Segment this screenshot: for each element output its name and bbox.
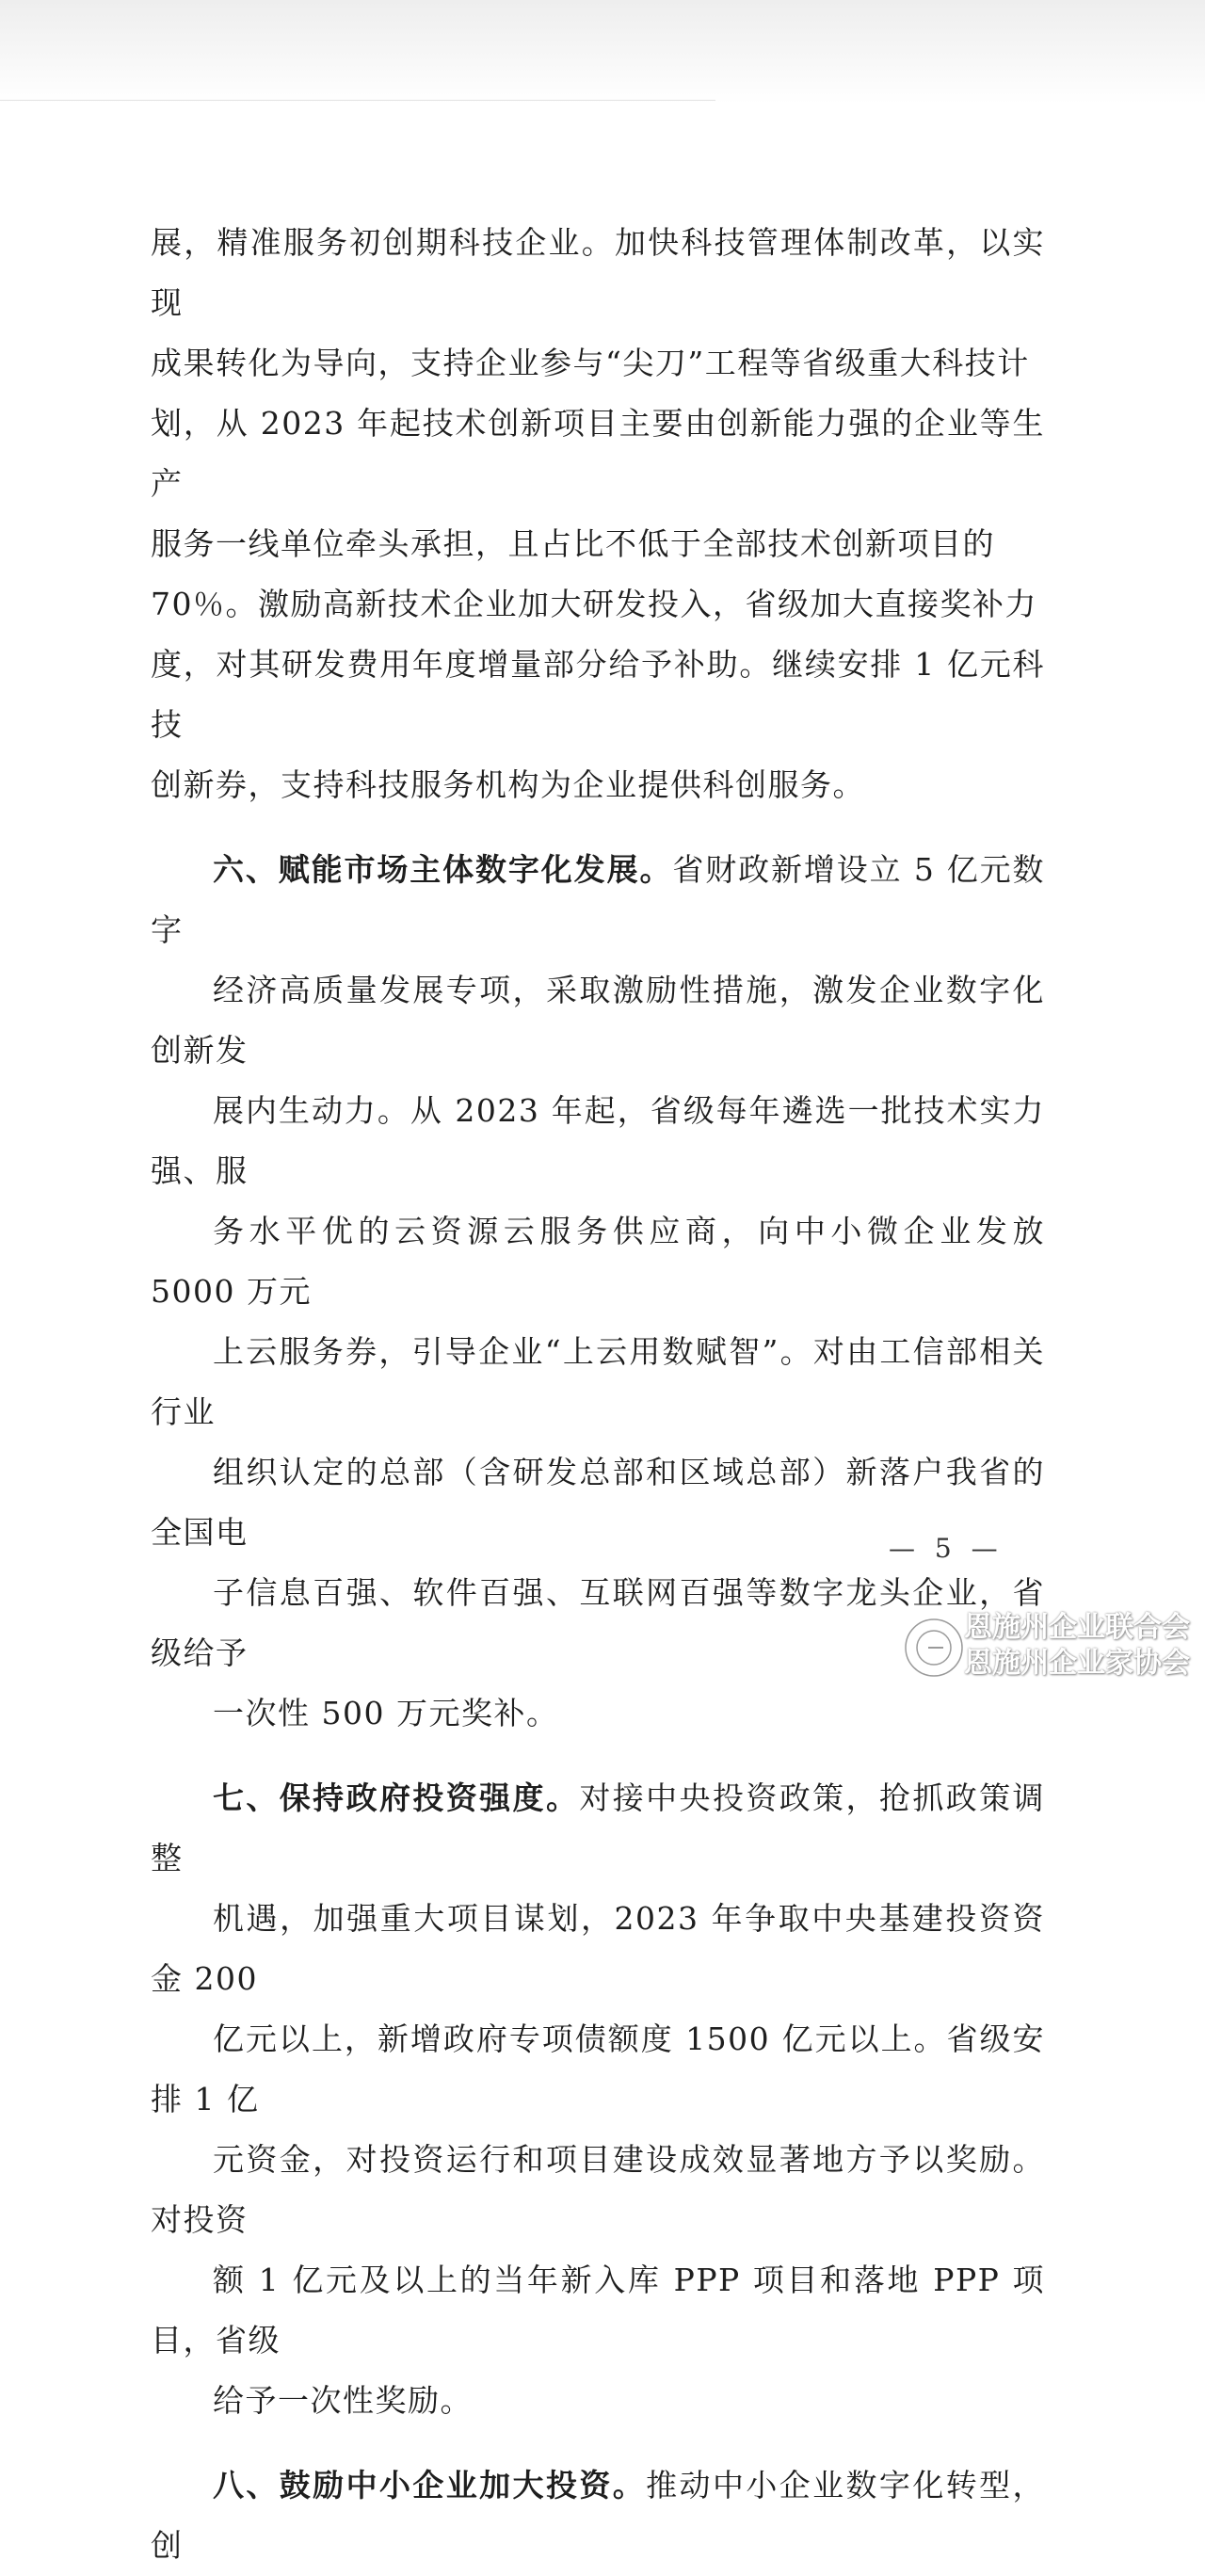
watermark-text	[964, 1610, 1190, 1682]
watermark-line: 恩施州企业联合会	[964, 1611, 1190, 1644]
paragraph-section-8	[151, 2455, 1045, 2576]
text-line: 亿元以上，新增政府专项债额度 1500 亿元以上。省级安排 1 亿	[151, 2021, 1045, 2117]
text-line: 元资金，对投资运行和项目建设成效显著地方予以奖励。对投资	[151, 2141, 1045, 2238]
text-line: 额 1 亿元及以上的当年新入库 PPP 项目和落地 PPP 项目，省级	[151, 2262, 1045, 2359]
text-line: 机遇，加强重大项目谋划，2023 年争取中央基建投资资金 200	[151, 1900, 1045, 1997]
text-line: 服务一线单位牵头承担，且占比不低于全部技术创新项目的	[151, 525, 995, 562]
paragraph-section-7	[151, 1768, 1045, 2431]
text-line: 给予一次性奖励。	[213, 2382, 473, 2419]
text-line: 经济高质量发展专项，采取激励性措施，激发企业数字化创新发	[151, 972, 1045, 1069]
text-line: 一次性 500 万元奖补。	[213, 1695, 559, 1731]
text-line: 上云服务券，引导企业“上云用数赋智”。对由工信部相关行业	[151, 1333, 1045, 1430]
text-line: 度，对其研发费用年度增量部分给予补助。继续安排 1 亿元科技	[151, 646, 1045, 743]
text-line: 70％。激励高新技术企业加大研发投入，省级加大直接奖补力	[151, 586, 1037, 622]
text-line: 创新券，支持科技服务机构为企业提供科创服务。	[151, 766, 865, 803]
text-line: 务水平优的云资源云服务供应商，向中小微企业发放 5000 万元	[151, 1213, 1045, 1310]
text-run: 对接中央投资政策，抢抓政策调整	[151, 1779, 1046, 1876]
document-body	[151, 213, 1045, 2576]
text-run: 省财政新增设立 5 亿元数字	[151, 851, 1046, 948]
text-line: 子信息百强、软件百强、互联网百强等数字龙头企业，省级给予	[151, 1574, 1045, 1671]
text-line: 展，精准服务初创期科技企业。加快科技管理体制改革，以实现	[151, 224, 1045, 321]
paragraph-continuation	[151, 213, 1045, 815]
watermark-line: 恩施州企业家协会	[964, 1647, 1190, 1680]
paragraph-section-6	[151, 840, 1045, 1744]
text-line	[151, 2455, 1045, 2576]
text-line: 展内生动力。从 2023 年起，省级每年遴选一批技术实力强、服	[151, 1092, 1045, 1189]
section-heading: 七、保持政府投资强度。	[213, 1779, 580, 1816]
text-line: 组织认定的总部（含研发总部和区域总部）新落户我省的全国电	[151, 1454, 1045, 1551]
text-run: 推动中小企业数字化转型，创	[151, 2467, 1046, 2564]
section-heading: 六、赋能市场主体数字化发展。	[213, 851, 673, 888]
watermark	[900, 1610, 1201, 1695]
text-line	[151, 1768, 1045, 1889]
scan-top-edge	[0, 0, 1205, 104]
scan-artifact-line	[0, 100, 715, 101]
text-line: 划，从 2023 年起技术创新项目主要由创新能力强的企业等生产	[151, 405, 1045, 502]
page-number: — 5 —	[889, 1533, 1004, 1564]
text-line	[151, 840, 1045, 960]
association-logo-icon	[900, 1614, 968, 1682]
section-heading: 八、鼓励中小企业加大投资。	[213, 2467, 647, 2504]
text-line: 成果转化为导向，支持企业参与“尖刀”工程等省级重大科技计	[151, 345, 1030, 381]
